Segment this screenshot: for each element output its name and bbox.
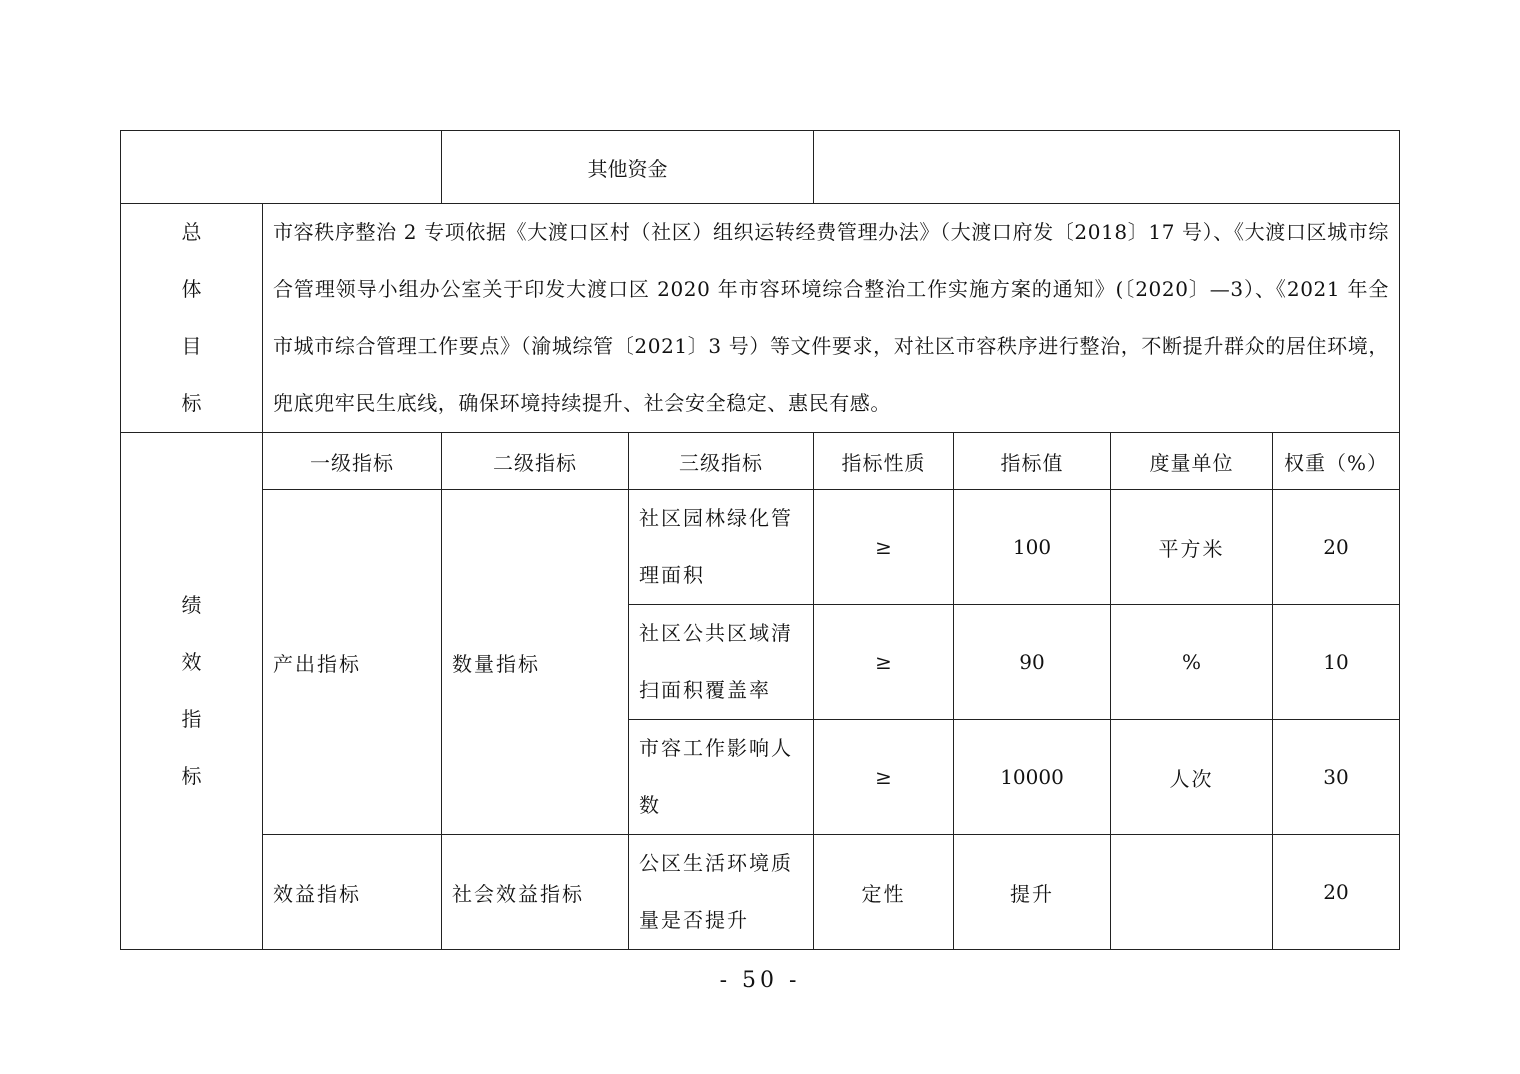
funding-empty-cell: [121, 131, 442, 204]
header-nature: 指标性质: [814, 433, 954, 490]
funding-value: [814, 131, 1400, 204]
performance-label-char: 效: [181, 650, 202, 674]
performance-label-char: 标: [181, 764, 202, 788]
header-level1: 一级指标: [263, 433, 442, 490]
header-level3: 三级指标: [629, 433, 814, 490]
performance-header-row: [121, 433, 1400, 490]
value-cell: 90: [954, 605, 1111, 720]
table-row: [121, 490, 1400, 605]
weight-cell: 20: [1273, 490, 1400, 605]
goal-text: 市容秩序整治 2 专项依据《大渡口区村（社区）组织运转经费管理办法》（大渡口府发〔2018〕17 号）、《大渡口区城市综合管理领导小组办公室关于印发大渡口区 2020 年市容环境综合整治工作实施方案的通知》(〔2020〕—3）、《2021 年全市城市综合管理工作要点》（渝城综管〔2021〕3 号）等文件要求，对社区市容秩序进行整治，不断提升群众的居住环境，兜底兜牢民生底线，确保环境持续提升、社会安全稳定、惠民有感。: [263, 204, 1400, 433]
level1-cell: 产出指标: [263, 490, 442, 835]
level3-cell: [629, 835, 814, 950]
level3-line: 扫面积覆盖率: [639, 678, 771, 702]
level2-cell: 社会效益指标: [442, 835, 629, 950]
level3-cell: [629, 720, 814, 835]
level2-cell: 数量指标: [442, 490, 629, 835]
goal-label-char: 体: [181, 277, 202, 301]
level3-line: 公区生活环境质: [639, 851, 793, 875]
goal-label-char: 目: [181, 334, 202, 358]
goal-label: [121, 204, 263, 433]
goal-row: [121, 204, 1400, 433]
header-weight: 权重（%）: [1273, 433, 1400, 490]
nature-cell: ≥: [814, 490, 954, 605]
header-value: 指标值: [954, 433, 1111, 490]
value-cell: 100: [954, 490, 1111, 605]
level3-line: 量是否提升: [639, 908, 749, 932]
nature-cell: ≥: [814, 605, 954, 720]
value-cell: 10000: [954, 720, 1111, 835]
nature-cell: 定性: [814, 835, 954, 950]
level3-line: 数: [639, 793, 661, 817]
level3-line: 社区公共区域清: [639, 621, 793, 645]
level3-line: 市容工作影响人: [639, 736, 793, 760]
weight-cell: 30: [1273, 720, 1400, 835]
goal-label-char: 标: [181, 391, 202, 415]
level3-cell: [629, 490, 814, 605]
performance-label-char: 指: [181, 707, 202, 731]
level1-cell: 效益指标: [263, 835, 442, 950]
unit-cell: [1111, 835, 1273, 950]
performance-label: [121, 433, 263, 950]
level3-line: 理面积: [639, 563, 705, 587]
performance-label-char: 绩: [181, 593, 202, 617]
performance-goal-table: [120, 130, 1400, 950]
nature-cell: ≥: [814, 720, 954, 835]
level3-line: 社区园林绿化管: [639, 506, 793, 530]
unit-cell: 平方米: [1111, 490, 1273, 605]
header-unit: 度量单位: [1111, 433, 1273, 490]
unit-cell: 人次: [1111, 720, 1273, 835]
unit-cell: %: [1111, 605, 1273, 720]
level3-cell: [629, 605, 814, 720]
table-row: [121, 835, 1400, 950]
page-number: - 50 -: [719, 968, 801, 993]
header-level2: 二级指标: [442, 433, 629, 490]
goal-label-char: 总: [181, 220, 202, 244]
funding-label: 其他资金: [442, 131, 814, 204]
weight-cell: 20: [1273, 835, 1400, 950]
weight-cell: 10: [1273, 605, 1400, 720]
value-cell: 提升: [954, 835, 1111, 950]
funding-row: [121, 131, 1400, 204]
